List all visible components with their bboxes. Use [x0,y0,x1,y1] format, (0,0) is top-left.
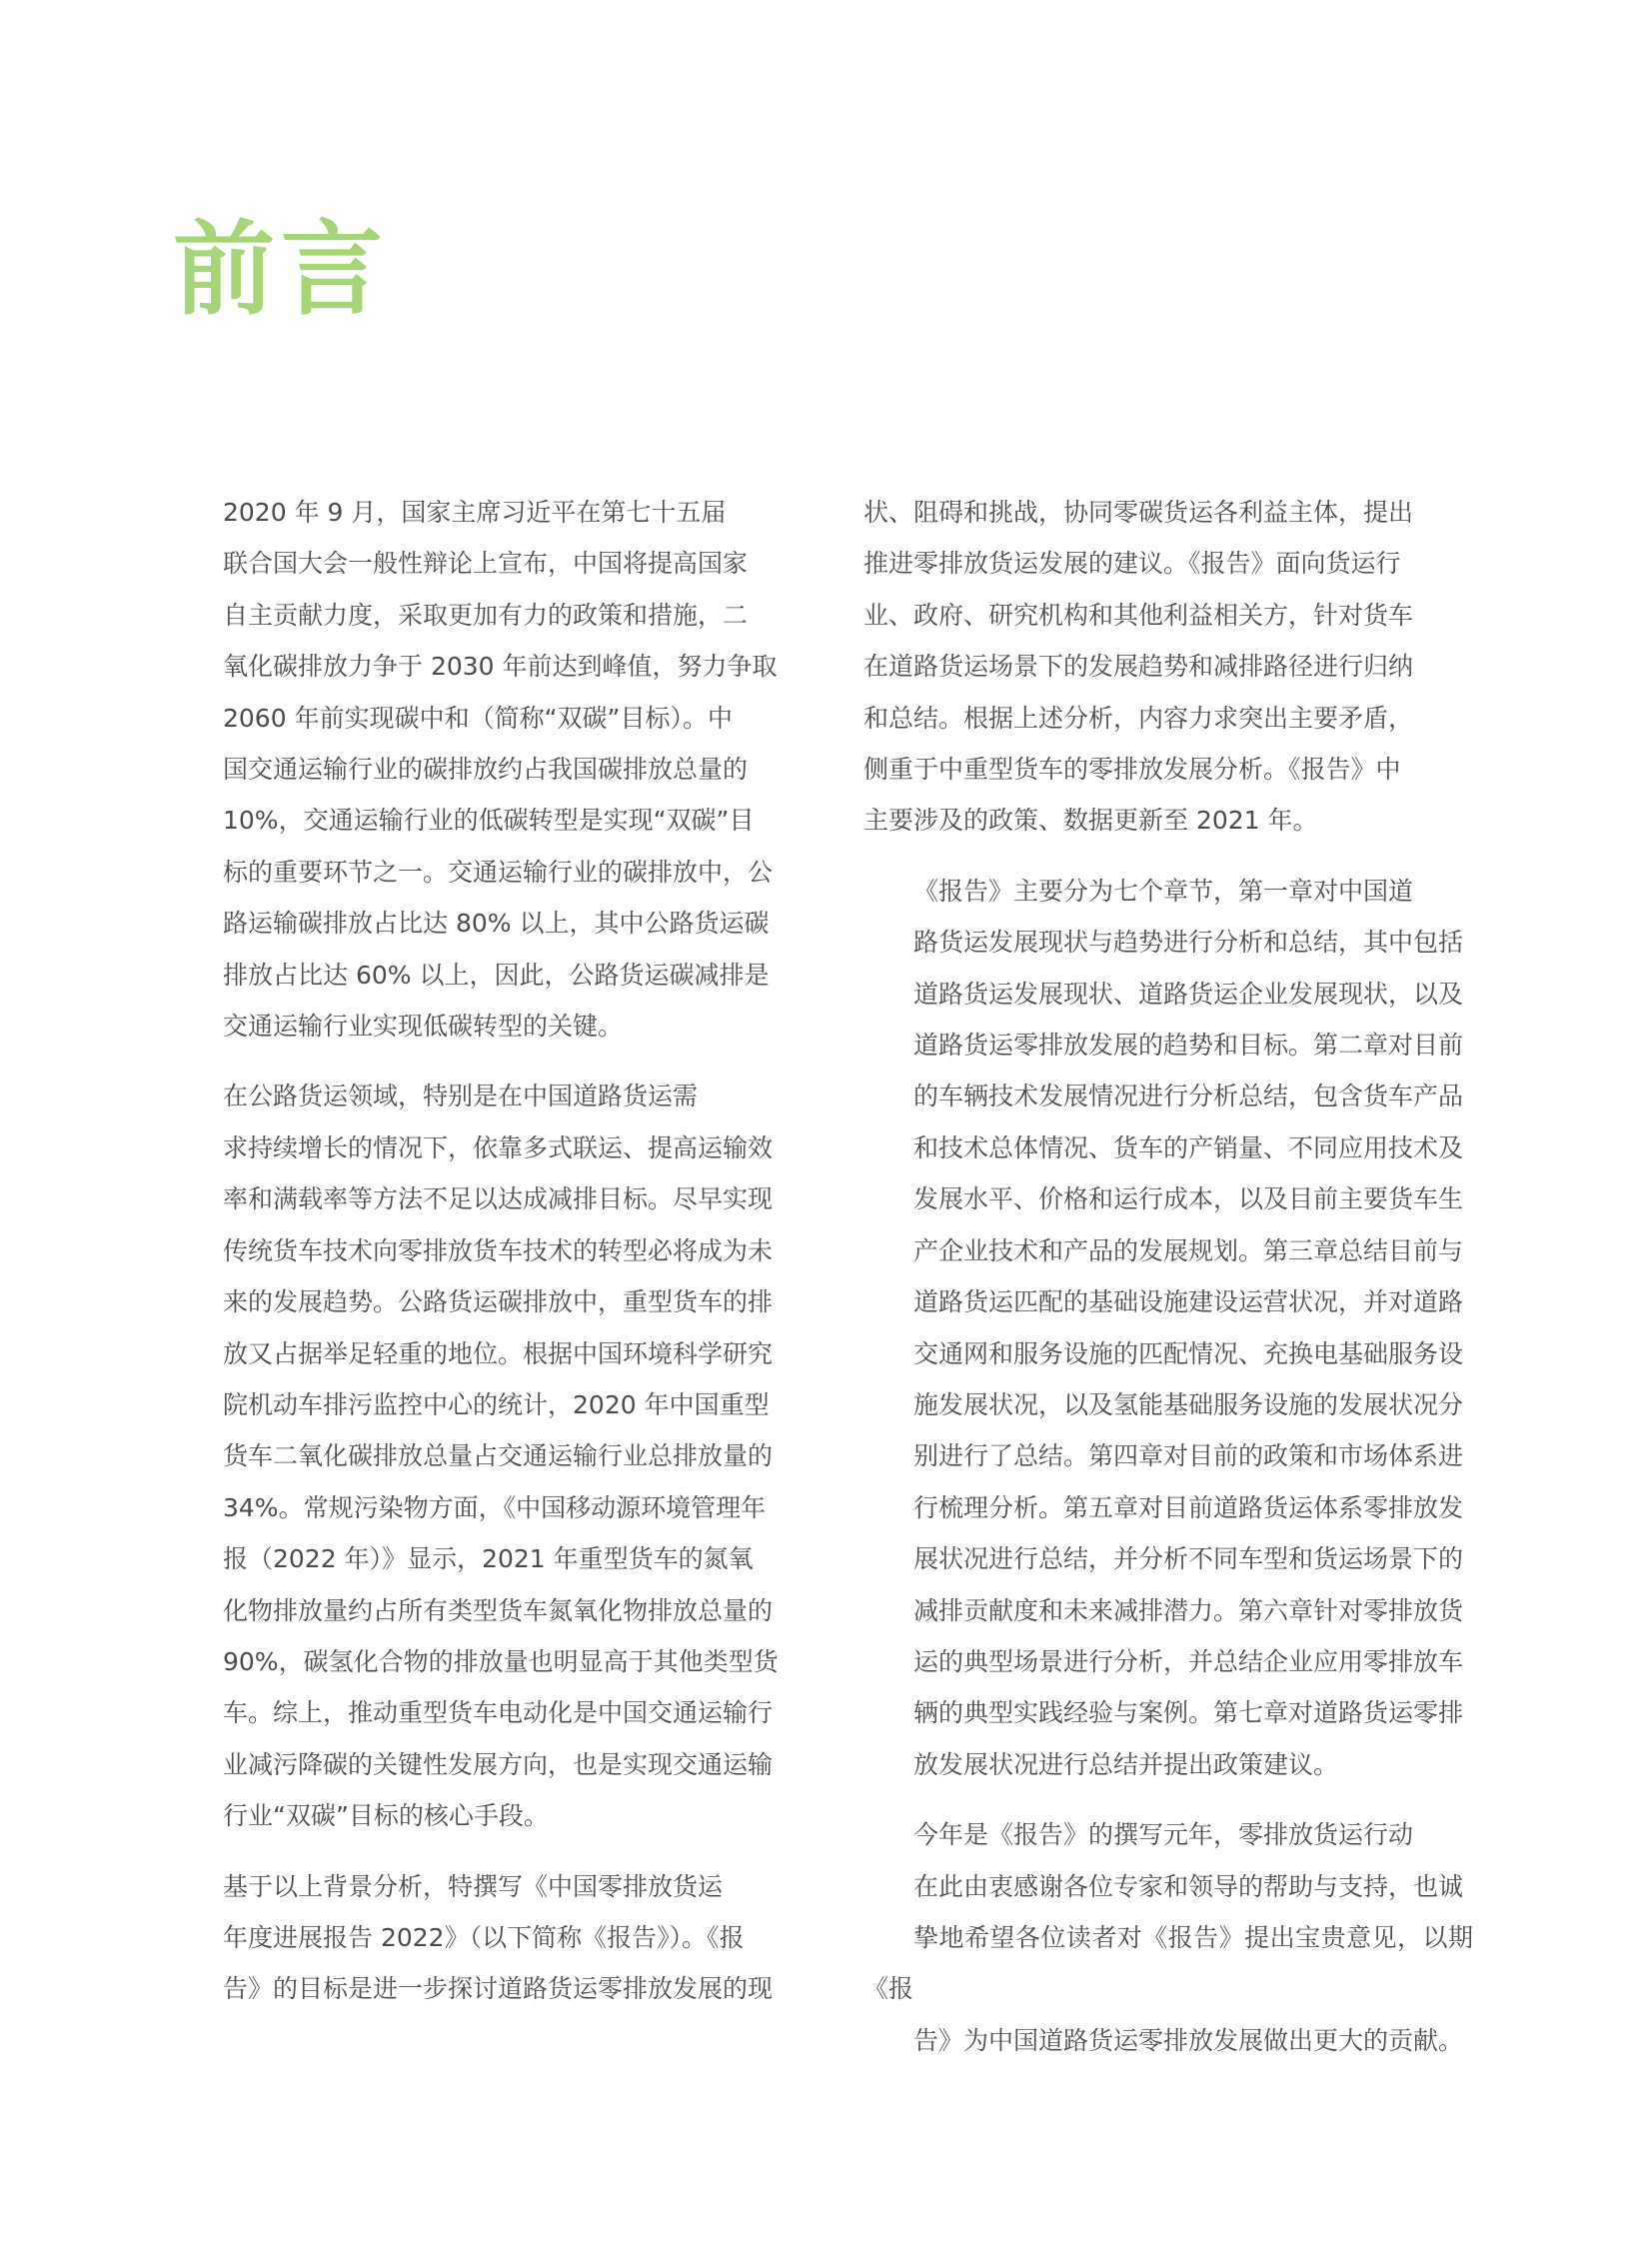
text-line: 挚地希望各位读者对《报告》提出宝贵意见，以期《报 [863,1922,1473,2004]
text-line: 车。综上，推动重型货车电动化是中国交通运输行 [223,1698,774,1728]
text-line: 告》的目标是进一步探讨道路货运零排放发展的现 [223,1974,774,2004]
text-line: 2020 年 9 月，国家主席习近平在第七十五届 [223,498,727,527]
text-line: 放又占据举足轻重的地位。根据中国环境科学研究 [223,1338,774,1368]
text-line: 2060 年前实现碳中和（简称“双碳”目标）。中 [223,703,733,733]
text-line: 产企业技术和产品的发展规划。第三章总结目前与 [913,1235,1464,1265]
text-line: 自主贡献力度，采取更加有力的政策和措施，二 [223,600,749,630]
text-line: 和总结。根据上述分析，内容力求突出主要矛盾， [863,703,1414,733]
text-line: 交通运输行业实现低碳转型的关键。 [223,1012,624,1042]
text-line: 道路货运零排放发展的趋势和目标。第二章对目前 [913,1031,1464,1061]
text-line: 基于以上背景分析，特撰写《中国零排放货运 [223,1871,724,1901]
text-line: 排放占比达 60% 以上，因此，公路货运碳减排是 [223,960,770,990]
text-line: 标的重要环节之一。交通运输行业的碳排放中，公 [223,857,774,887]
text-line: 别进行了总结。第四章对目前的政策和市场体系进 [913,1441,1464,1471]
text-line: 道路货运发展现状、道路货运企业发展现状，以及 [913,979,1464,1009]
text-line: 《报告》主要分为七个章节，第一章对中国道 [913,876,1414,906]
text-line: 辆的典型实践经验与案例。第七章对道路货运零排 [913,1698,1464,1728]
text-line: 化物排放量约占所有类型货车氮氧化物排放总量的 [223,1595,774,1625]
text-line: 来的发展趋势。公路货运碳排放中，重型货车的排 [223,1287,774,1317]
text-line: 运的典型场景进行分析，并总结企业应用零排放车 [913,1646,1464,1676]
text-line: 10%，交通运输行业的低碳转型是实现“双碳”目 [223,806,755,836]
text-line: 路货运发展现状与趋势进行分析和总结，其中包括 [913,928,1464,958]
text-line: 推进零排放货运发展的建议。《报告》面向货运行 [863,549,1401,579]
text-line: 在此由衷感谢各位专家和领导的帮助与支持，也诚 [913,1871,1464,1901]
text-line: 在道路货运场景下的发展趋势和减排路径进行归纳 [863,652,1414,682]
text-line: 年度进展报告 2022》（以下简称《报告》）。《报 [223,1922,745,1952]
paragraph-road-freight [173,1071,783,1841]
paragraph-report-purpose-continued [863,487,1473,847]
text-line: 货车二氧化碳排放总量占交通运输行业总排放量的 [223,1441,774,1471]
text-line: 国交通运输行业的碳排放约占我国碳排放总量的 [223,755,749,785]
text-line: 行梳理分析。第五章对目前道路货运体系零排放发 [913,1492,1464,1522]
text-line: 告》为中国道路货运零排放发展做出更大的贡献。 [913,2025,1464,2055]
text-line: 联合国大会一般性辩论上宣布，中国将提高国家 [223,549,749,579]
text-line: 院机动车排污监控中心的统计，2020 年中国重型 [223,1389,770,1419]
text-line: 主要涉及的政策、数据更新至 2021 年。 [863,806,1318,836]
text-line: 侧重于中重型货车的零排放发展分析。《报告》中 [863,755,1401,785]
text-line: 道路货运匹配的基础设施建设运营状况，并对道路 [913,1287,1464,1317]
text-line: 求持续增长的情况下，依靠多式联运、提高运输效 [223,1132,774,1162]
text-line: 今年是《报告》的撰写元年，零排放货运行动 [913,1820,1414,1850]
text-line: 业减污降碳的关键性发展方向，也是实现交通运输 [223,1749,774,1779]
paragraph-report-purpose [173,1861,783,2015]
right-column [863,487,1473,2066]
text-line: 展状况进行总结，并分析不同车型和货运场景下的 [913,1544,1464,1574]
left-column [173,487,783,2015]
text-line: 传统货车技术向零排放货车技术的转型必将成为未 [223,1235,774,1265]
text-line: 状、阻碍和挑战，协同零碳货运各利益主体，提出 [863,498,1414,527]
text-line: 报（2022 年）》显示，2021 年重型货车的氮氧 [223,1544,754,1574]
paragraph-chapter-overview [863,866,1473,1790]
paragraph-acknowledgements [863,1809,1473,2066]
text-line: 在公路货运领域，特别是在中国道路货运需 [223,1082,699,1112]
paragraph-dual-carbon-background [173,487,783,1052]
text-line: 路运输碳排放占比达 80% 以上，其中公路货运碳 [223,909,770,939]
text-line: 34%。常规污染物方面，《中国移动源环境管理年 [223,1492,767,1522]
text-line: 率和满载率等方法不足以达成减排目标。尽早实现 [223,1184,774,1214]
text-line: 放发展状况进行总结并提出政策建议。 [913,1749,1339,1779]
text-line: 行业“双碳”目标的核心手段。 [223,1801,549,1831]
text-line: 业、政府、研究机构和其他利益相关方，针对货车 [863,600,1414,630]
text-line: 减排贡献度和未来减排潜力。第六章针对零排放货 [913,1595,1464,1625]
text-line: 施发展状况，以及氢能基础服务设施的发展状况分 [913,1389,1464,1419]
text-line: 发展水平、价格和运行成本，以及目前主要货车生 [913,1184,1464,1214]
page-title: 前言 [173,211,389,330]
text-line: 90%，碳氢化合物的排放量也明显高于其他类型货 [223,1646,779,1676]
text-line: 交通网和服务设施的匹配情况、充换电基础服务设 [913,1338,1464,1368]
text-line: 氧化碳排放力争于 2030 年前达到峰值，努力争取 [223,652,778,682]
text-line: 和技术总体情况、货车的产销量、不同应用技术及 [913,1132,1464,1162]
text-line: 的车辆技术发展情况进行分析总结，包含货车产品 [913,1082,1464,1112]
